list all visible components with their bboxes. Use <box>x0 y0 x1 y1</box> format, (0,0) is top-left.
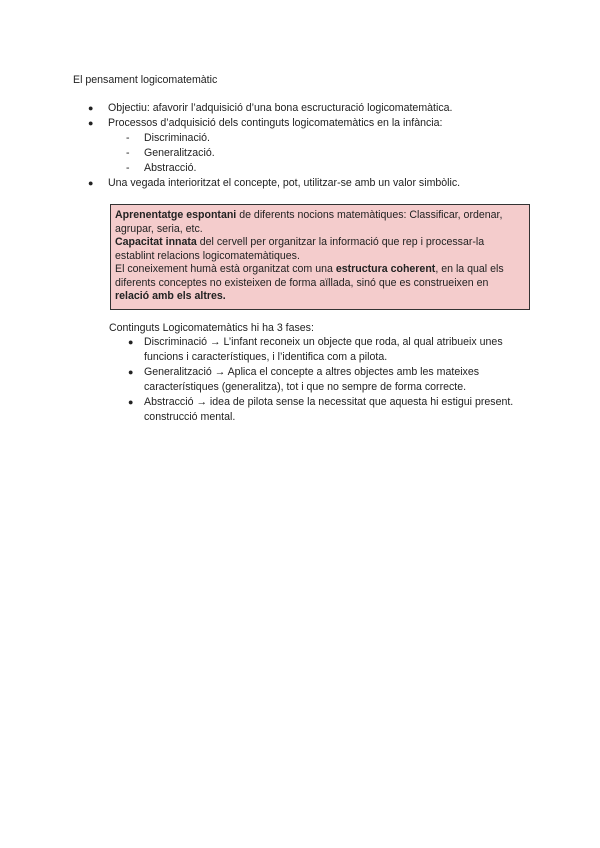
list-item <box>88 101 528 116</box>
highlight-box <box>110 204 530 310</box>
list-item-text: Generalització → Aplica el concepte a altres objectes amb les mateixes característiques (generalitza), tot i que no sempre de forma correcte. <box>144 366 480 393</box>
box-paragraph-3 <box>115 263 525 304</box>
box-paragraph-2 <box>115 236 525 263</box>
bold-term: Capacitat innata <box>115 236 197 248</box>
list-item-text: Objectiu: afavorir l’adquisició d’una bona escructuració logicomatemàtica. <box>108 102 453 114</box>
list-item-text: Discriminació → L’infant reconeix un objecte que roda, al qual atribueix unes funcions i característiques, i l’identifica com a pilota. <box>144 336 503 363</box>
list-item-text: Una vegada interioritzat el concepte, pot, utilitzar-se amb un valor simbòlic. <box>108 177 461 189</box>
fases-intro: Continguts Logicomatemàtics hi ha 3 fases: <box>109 322 314 334</box>
list-item-text: Processos d’adquisició dels continguts logicomatemàtics en la infància: <box>108 117 443 129</box>
sub-list-item-text: Generalització. <box>144 147 215 159</box>
bullet-icon: ● <box>88 103 94 113</box>
bold-term: relació amb els altres. <box>115 290 226 302</box>
bold-term: estructura coherent <box>335 263 436 275</box>
box-text: del cervell per organitzar la informació que rep i processar-la establint relacions logicomatemàtiques. <box>115 236 485 262</box>
box-text: de diferents nocions matemàtiques: Classificar, ordenar, agrupar, seria, etc. <box>115 209 503 235</box>
main-bullet-list <box>88 101 528 191</box>
list-item <box>128 335 528 365</box>
bullet-icon: ● <box>88 178 94 188</box>
bullet-icon: ● <box>128 337 134 347</box>
sub-list-item <box>88 161 528 176</box>
bullet-icon: ● <box>128 397 134 407</box>
sub-list-item <box>88 146 528 161</box>
dash-icon: - <box>126 162 130 174</box>
bullet-icon: ● <box>128 367 134 377</box>
fases-list <box>128 335 528 425</box>
dash-icon: - <box>126 132 130 144</box>
dash-icon: - <box>126 147 130 159</box>
list-item <box>88 116 528 176</box>
box-text: , en la qual els diferents conceptes no existeixen de forma aïllada, sinó que es construeixen en <box>115 263 504 289</box>
list-item <box>88 176 528 191</box>
box-paragraph-1 <box>115 209 525 236</box>
box-text: El coneixement humà està organitzat com una <box>115 263 336 275</box>
sub-list <box>88 131 528 176</box>
document-title: El pensament logicomatemàtic <box>73 74 218 86</box>
list-item-text: Abstracció → idea de pilota sense la necessitat que aquesta hi estigui present. construcció mental. <box>144 396 514 423</box>
bold-term: Aprenentatge espontani <box>115 209 237 221</box>
sub-list-item <box>88 131 528 146</box>
bullet-icon: ● <box>88 118 94 128</box>
list-item <box>128 395 528 425</box>
list-item <box>128 365 528 395</box>
sub-list-item-text: Abstracció. <box>144 162 197 174</box>
sub-list-item-text: Discriminació. <box>144 132 210 144</box>
